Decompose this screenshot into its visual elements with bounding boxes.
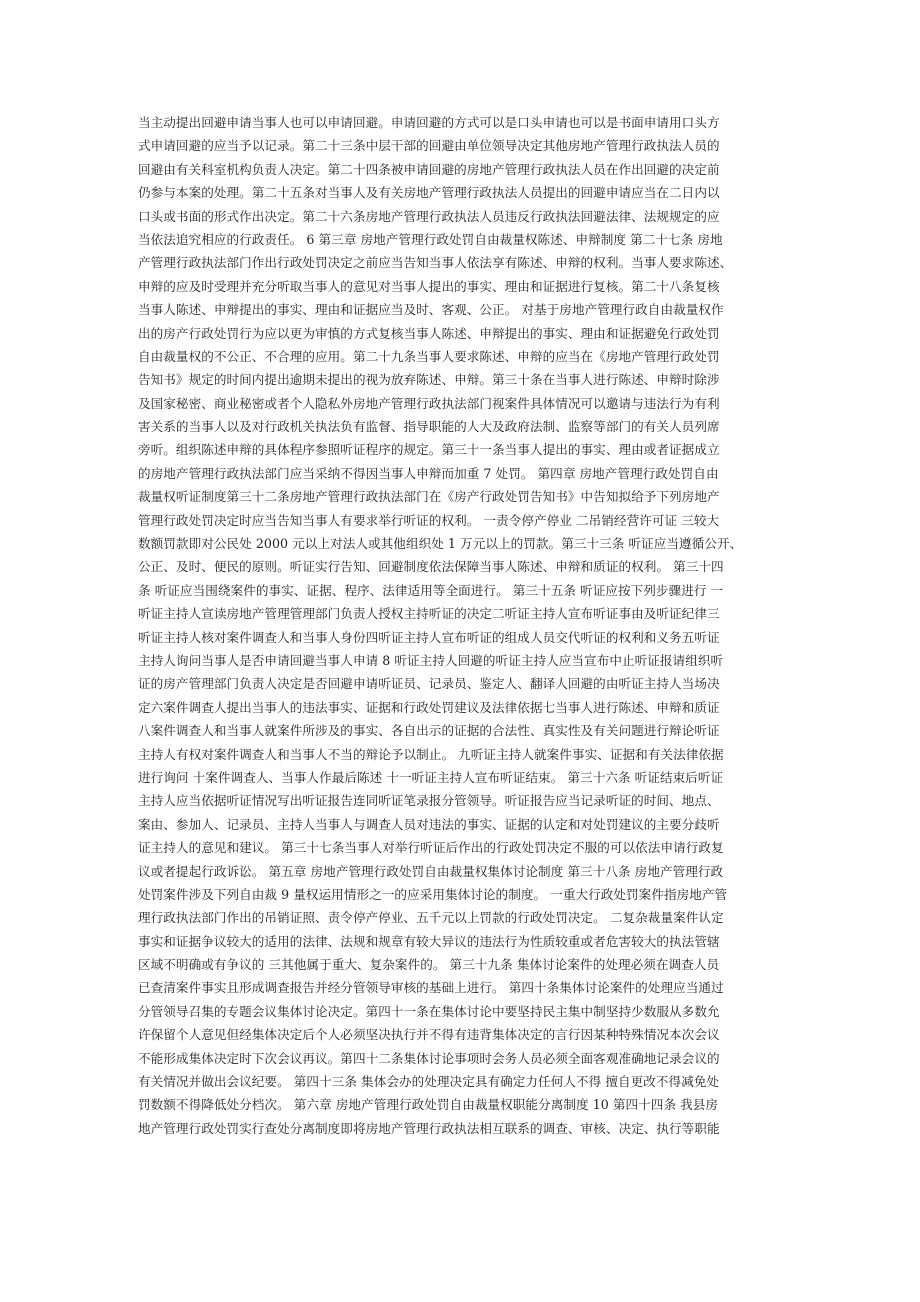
text-line: 事实和证据争议较大的适用的法律、法规和规章有较大异议的违法行为性质较重或者危害较大的执法管辖 bbox=[138, 933, 720, 949]
text-line: 条 听证应当围绕案件的事实、证据、程序、法律适用等全面进行。 第三十五条 听证应按下列步骤进行 一 bbox=[138, 582, 724, 598]
text-line: 罚数额不得降低处分档次。 第六章 房地产管理行政处罚自由裁量权职能分离制度 10 第四十四条 我县房 bbox=[138, 1097, 719, 1113]
text-line: 许保留个人意见但经集体决定后个人必须坚决执行并不得有违背集体决定的言行因某种特殊情况本次会议 bbox=[138, 1027, 720, 1043]
text-line: 听证主持人核对案件调查人和当事人身份四听证主持人宣布听证的组成人员交代听证的权利和义务五听证 bbox=[138, 629, 720, 645]
text-line: 口头或书面的形式作出决定。第二十六条房地产管理行政执法人员违反行政执法回避法律、法规规定的应 bbox=[138, 208, 720, 224]
text-line: 听证主持人宣读房地产管理管理部门负责人授权主持听证的决定二听证主持人宣布听证事由及听证纪律三 bbox=[138, 606, 720, 622]
text-line: 及国家秘密、商业秘密或者个人隐私外房地产管理行政执法部门视案件具体情况可以邀请与违法行为有利 bbox=[138, 395, 720, 411]
text-line: 裁量权听证制度第三十二条房地产管理行政执法部门在《房产行政处罚告知书》中告知拟给予下列房地产 bbox=[138, 489, 720, 505]
text-line: 式申请回避的应当予以记录。第二十三条中层干部的回避由单位领导决定其他房地产管理行政执法人员的 bbox=[138, 138, 720, 154]
text-line: 申辩的应及时受理并充分听取当事人的意见对当事人提出的事实、理由和证据进行复核。第二十八条复核 bbox=[138, 278, 720, 294]
text-line: 定六案件调查人提出当事人的违法事实、证据和行政处罚建议及法律依据七当事人进行陈述、申辩和质证 bbox=[138, 699, 720, 715]
text-line: 议或者提起行政诉讼。 第五章 房地产管理行政处罚自由裁量权集体讨论制度 第三十八条 房地产管理行政 bbox=[138, 863, 724, 879]
text-line: 当主动提出回避申请当事人也可以申请回避。申请回避的方式可以是口头申请也可以是书面申请用口头方 bbox=[138, 115, 720, 130]
text-line: 进行询问 十案件调查人、当事人作最后陈述 十一听证主持人宣布听证结束。 第三十六条 听证结束后听证 bbox=[138, 769, 724, 785]
text-line: 主持人询问当事人是否申请回避当事人申请 8 听证主持人回避的听证主持人应当宣布中止听证报请组织听 bbox=[138, 652, 724, 668]
text-line: 分管领导召集的专题会议集体讨论决定。第四十一条在集体讨论中要坚持民主集中制坚持少数服从多数允 bbox=[138, 1003, 720, 1019]
text-line: 处罚案件涉及下列自由裁 9 量权运用情形之一的应采用集体讨论的制度。 一重大行政处罚案件指房地产管 bbox=[138, 886, 728, 902]
text-line: 主持人有权对案件调查人和当事人不当的辩论予以制止。 九听证主持人就案件事实、证据和有关法律依据 bbox=[138, 746, 724, 762]
text-line: 主持人应当依据听证情况写出听证报告连同听证笔录报分管领导。听证报告应当记录听证的时间、地点、 bbox=[138, 793, 720, 809]
text-line: 当事人陈述、申辩提出的事实、理由和证据应当及时、客观、公正。 对基于房地产管理行政自由裁量权作 bbox=[138, 302, 724, 318]
text-line: 回避由有关科室机构负责人决定。第二十四条被申请回避的房地产管理行政执法人员在作出回避的决定前 bbox=[138, 161, 720, 177]
text-line: 不能形成集体决定时下次会议再议。第四十二条集体讨论事项时会务人员必须全面客观准确地记录会议的 bbox=[138, 1050, 720, 1066]
text-line: 管理行政处罚决定时应当告知当事人有要求举行听证的权利。 一责令停产停业 二吊销经营许可证 三较大 bbox=[138, 512, 720, 528]
text-line: 证的房产管理部门负责人决定是否回避申请听证员、记录员、鉴定人、翻译人回避的由听证主持人当场决 bbox=[138, 676, 720, 692]
text-line: 证主持人的意见和建议。 第三十七条当事人对举行听证后作出的行政处罚决定不服的可以依法申请行政复 bbox=[138, 840, 724, 856]
document-body bbox=[138, 111, 790, 1140]
text-line: 理行政执法部门作出的吊销证照、责令停产停业、五千元以上罚款的行政处罚决定。 二复杂裁量案件认定 bbox=[138, 910, 724, 926]
text-line: 八案件调查人和当事人就案件所涉及的事实、各自出示的证据的合法性、真实性及有关问题进行辩论听证 bbox=[138, 723, 720, 739]
text-line: 的房地产管理行政执法部门应当采纳不得因当事人申辩而加重 7 处罚。 第四章 房地产管理行政处罚自由 bbox=[138, 465, 719, 481]
text-line: 产管理行政执法部门作出行政处罚决定之前应当告知当事人依法享有陈述、申辩的权利。当事人要求陈述、 bbox=[138, 255, 733, 271]
text-line: 害关系的当事人以及对行政机关执法负有监督、指导职能的人大及政府法制、监察等部门的有关人员列席 bbox=[138, 419, 720, 435]
text-line: 有关情况并做出会议纪要。 第四十三条 集体会办的处理决定具有确定力任何人不得 擅自更改不得减免处 bbox=[138, 1074, 720, 1090]
text-line: 当依法追究相应的行政责任。 6 第三章 房地产管理行政处罚自由裁量权陈述、申辩制度 第二十七条 房地 bbox=[138, 231, 723, 247]
text-line: 已查清案件事实且形成调查报告并经分管领导审核的基础上进行。 第四十条集体讨论案件的处理应当通过 bbox=[138, 980, 724, 996]
text-line: 仍参与本案的处理。第二十五条对当事人及有关房地产管理行政执法人员提出的回避申请应当在二日内以 bbox=[138, 185, 720, 201]
text-line: 案由、参加人、记录员、主持人当事人与调查人员对违法的事实、证据的认定和对处罚建议的主要分歧听 bbox=[138, 816, 720, 832]
text-line: 出的房产行政处罚行为应以更为审慎的方式复核当事人陈述、申辩提出的事实、理由和证据避免行政处罚 bbox=[138, 325, 720, 341]
text-line: 旁听。组织陈述申辩的具体程序参照听证程序的规定。第三十一条当事人提出的事实、理由或者证据成立 bbox=[138, 442, 720, 458]
text-line: 公正、及时、便民的原则。听证实行告知、回避制度依法保障当事人陈述、申辩和质证的权利。 第三十四 bbox=[138, 559, 724, 575]
text-line: 告知书》规定的时间内提出逾期未提出的视为放弃陈述、申辩。第三十条在当事人进行陈述、申辩时除涉 bbox=[138, 372, 720, 388]
text-line: 自由裁量权的不公正、不合理的应用。第二十九条当事人要求陈述、申辩的应当在《房地产管理行政处罚 bbox=[138, 348, 720, 364]
text-line: 地产管理行政处罚实行查处分离制度即将房地产管理行政执法相互联系的调查、审核、决定、执行等职能 bbox=[138, 1120, 720, 1136]
text-line: 区域不明确或有争议的 三其他属于重大、复杂案件的。 第三十九条 集体讨论案件的处理必须在调查人员 bbox=[138, 957, 720, 973]
text-line: 数额罚款即对公民处 2000 元以上对法人或其他组织处 1 万元以上的罚款。第三十三条 听证应当遵循公开、 bbox=[138, 536, 743, 552]
